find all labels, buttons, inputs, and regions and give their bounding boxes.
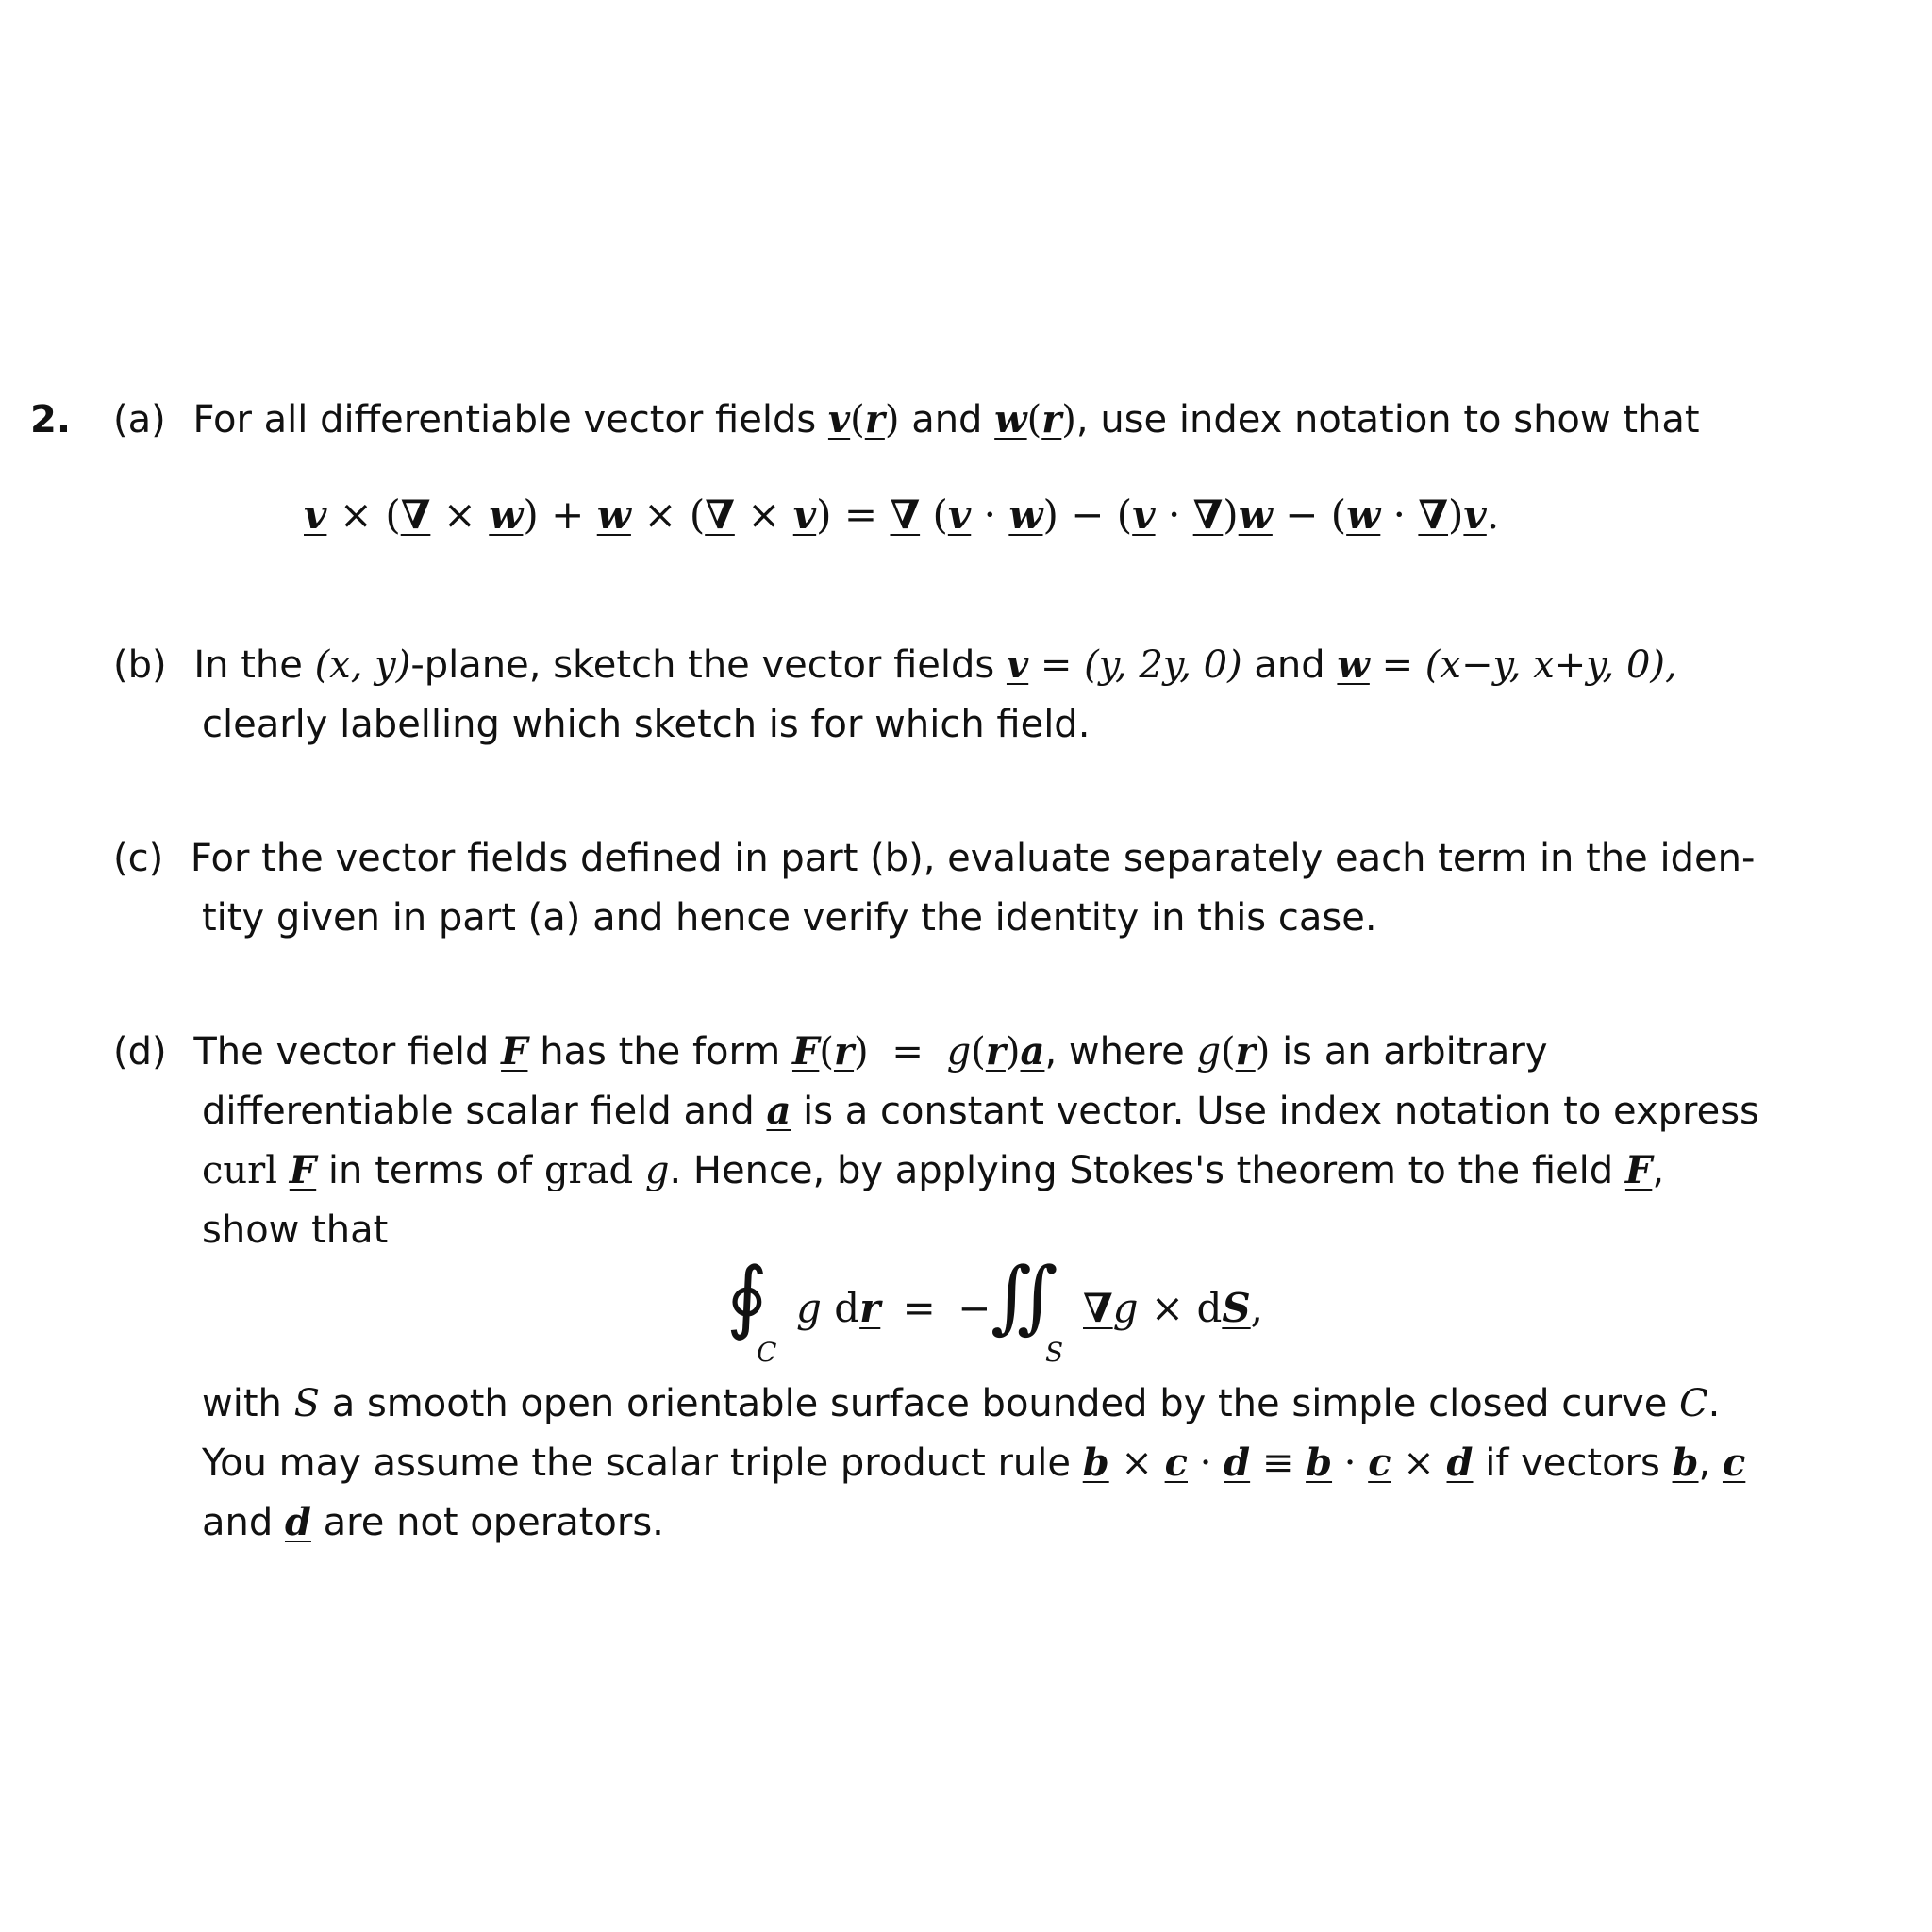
vec-c: c xyxy=(1722,1441,1746,1485)
part-c-label: (c) xyxy=(113,837,164,880)
vec-F: F xyxy=(1624,1148,1653,1192)
vec-r: r xyxy=(833,1029,855,1074)
vec-r: r xyxy=(1041,397,1062,441)
vec-r: r xyxy=(985,1029,1006,1074)
stokes-formula: ∮ C g dr = − ∬ S ∇g × dS, xyxy=(726,1250,1264,1368)
nabla-symbol: ∇ xyxy=(890,491,921,538)
vec-F: F xyxy=(791,1029,820,1074)
vec-v: v xyxy=(1463,491,1487,538)
vec-d: d xyxy=(1446,1441,1474,1485)
vec-r: r xyxy=(1235,1029,1256,1074)
part-d-line2: differentiable scalar field and a is a constant vector. Use index notation to express xyxy=(202,1089,1759,1133)
vec-w: w xyxy=(1337,642,1370,687)
vec-F: F xyxy=(501,1029,528,1074)
curve-C: C xyxy=(757,1337,777,1368)
nabla-symbol: ∇ xyxy=(1418,491,1449,538)
vec-a: a xyxy=(1020,1029,1045,1074)
part-b-line1: (b) In the (x, y)-plane, sketch the vector fields v = (y, 2y, 0) and w = (x−y, x+y, 0), xyxy=(113,642,1677,687)
curl-operator: curl xyxy=(202,1149,278,1192)
part-a-tail: , use index notation to show that xyxy=(1075,398,1700,441)
vec-c: c xyxy=(1368,1441,1391,1485)
part-d-line7: and d are not operators. xyxy=(202,1500,664,1544)
vec-v: v xyxy=(1132,491,1156,538)
vec-v: v xyxy=(792,491,817,538)
vec-v: v xyxy=(304,491,327,538)
vec-v: v xyxy=(947,491,972,538)
vec-r: r xyxy=(864,397,885,441)
vec-v: v xyxy=(827,397,851,441)
vec-F: F xyxy=(289,1148,317,1192)
vec-c: c xyxy=(1164,1441,1188,1485)
surface-S: S xyxy=(1045,1337,1064,1368)
vec-S: S xyxy=(1222,1285,1251,1331)
vec-d: d xyxy=(1224,1441,1251,1485)
nabla-symbol: ∇ xyxy=(1192,491,1224,538)
question-number: 2. xyxy=(30,398,72,441)
vec-v: v xyxy=(1006,642,1029,687)
plane-xy: (x, y) xyxy=(314,643,411,687)
part-a-and: and xyxy=(911,398,983,441)
identity-equation: v × (∇ × w) + w × (∇ × v) = ∇ (v · w) − (v · ∇)w − (w · ∇)v. xyxy=(304,491,1500,538)
part-d-label: (d) xyxy=(113,1030,167,1074)
vec-b: b xyxy=(1672,1441,1699,1485)
double-integral-symbol: ∬ xyxy=(991,1250,1058,1342)
vec-d: d xyxy=(284,1500,311,1544)
part-a-intro: For all differentiable vector fields xyxy=(192,398,817,441)
part-d-line1: (d) The vector field F has the form F(r) = g(r)a, where g(r) is an arbitrary xyxy=(113,1029,1548,1074)
vec-b: b xyxy=(1306,1441,1333,1485)
v-definition: (y, 2y, 0) xyxy=(1084,643,1242,687)
grad-operator: grad xyxy=(543,1149,634,1192)
vec-w: w xyxy=(1008,491,1043,538)
part-d-line4: show that xyxy=(202,1208,389,1252)
part-b-label: (b) xyxy=(113,643,167,687)
vec-w: w xyxy=(1346,491,1381,538)
part-a-line: (a) For all differentiable vector fields v(r) and w(r), use index notation to show that xyxy=(113,397,1700,441)
part-c-line1: (c) For the vector fields defined in part (b), evaluate separately each term in the iden- xyxy=(113,837,1756,880)
part-a-label: (a) xyxy=(113,398,166,441)
vec-w: w xyxy=(1238,491,1273,538)
part-b-line2: clearly labelling which sketch is for which field. xyxy=(202,703,1091,746)
vec-b: b xyxy=(1082,1441,1109,1485)
nabla-symbol: ∇ xyxy=(1083,1285,1113,1331)
part-d-line3: curl F in terms of grad g. Hence, by applying Stokes's theorem to the field F, xyxy=(202,1148,1665,1192)
part-c-line2: tity given in part (a) and hence verify the identity in this case. xyxy=(202,896,1377,940)
w-definition: (x−y, x+y, 0), xyxy=(1424,643,1677,687)
nabla-symbol: ∇ xyxy=(705,491,735,538)
vec-r: r xyxy=(859,1285,881,1331)
vec-w: w xyxy=(596,491,631,538)
nabla-symbol: ∇ xyxy=(400,491,431,538)
vec-w: w xyxy=(994,397,1027,441)
vec-a: a xyxy=(766,1089,791,1133)
contour-integral-symbol: ∮ xyxy=(726,1250,768,1342)
part-d-line6: You may assume the scalar triple product rule b × c · d ≡ b · c × d if vectors b, c xyxy=(202,1441,1746,1485)
vec-w: w xyxy=(489,491,524,538)
part-d-line5: with S a smooth open orientable surface bounded by the simple closed curve C. xyxy=(202,1382,1721,1425)
